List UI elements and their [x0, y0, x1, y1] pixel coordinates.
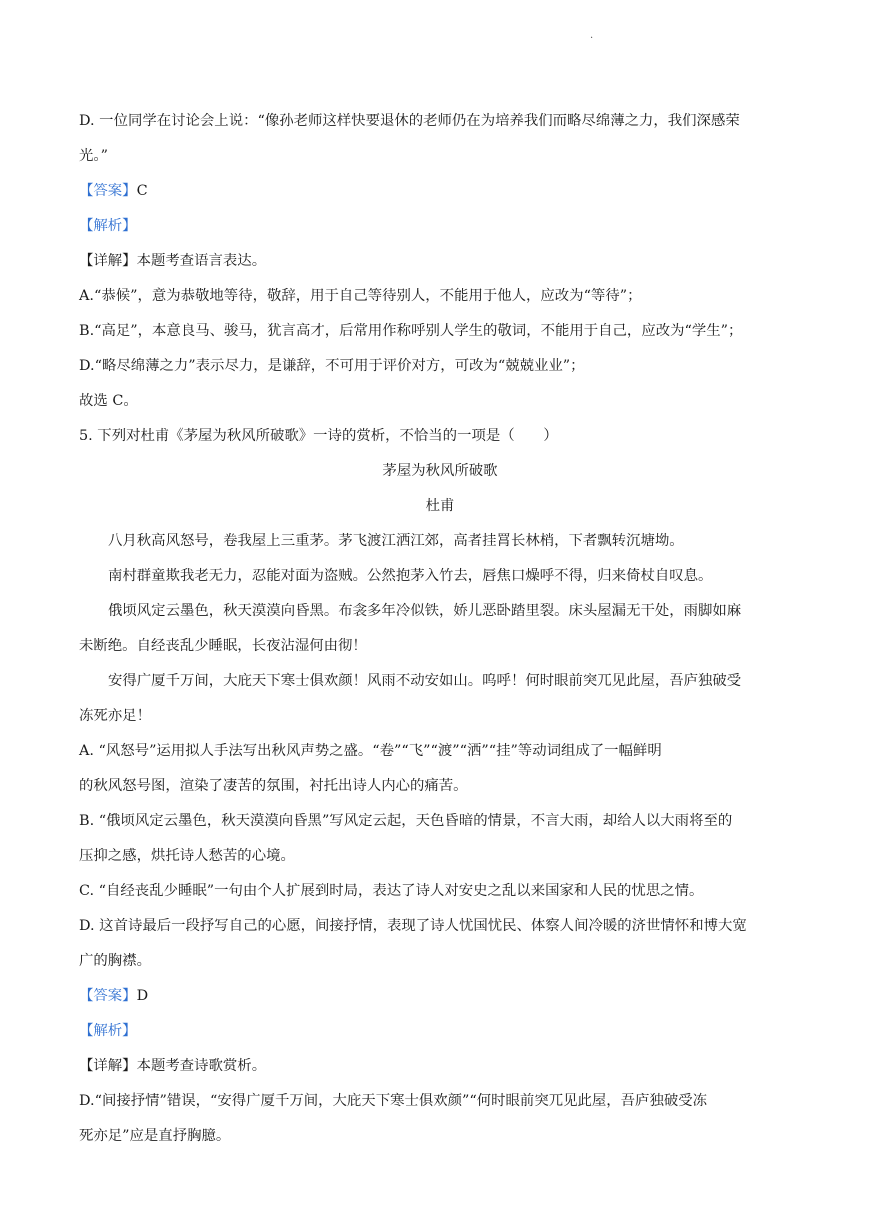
q4-point-d: D.“略尽绵薄之力”表示尽力，是谦辞，不可用于评价对方，可改为“兢兢业业”； [79, 358, 585, 374]
poem-stanza-1: 八月秋高风怒号，卷我屋上三重茅。茅飞渡江洒江郊，高者挂罥长林梢，下者飘转沉塘坳。 [108, 533, 684, 549]
q5-detail: 【详解】本题考查诗歌赏析。 [79, 1058, 267, 1074]
header-dot: . [590, 30, 594, 41]
q4-answer [79, 174, 801, 209]
q5-analysis-label: 【解析】 [79, 1023, 137, 1039]
q5-explain-line2: 死亦足”应是直抒胸臆。 [79, 1128, 231, 1144]
poem-stanza-4-line2: 冻死亦足！ [79, 708, 151, 724]
poem-stanza-2: 南村群童欺我老无力，忍能对面为盗贼。公然抱茅入竹去，唇焦口燥呼不得，归来倚杖自叹息。 [108, 568, 713, 584]
answer-label: 【答案】 [79, 183, 137, 199]
poem-title: 茅屋为秋风所破歌 [382, 463, 498, 479]
poem-stanza-3-line1: 俄顷风定云墨色，秋天漠漠向昏黑。布衾多年冷似铁，娇儿恶卧踏里裂。床头屋漏无干处，雨脚如麻 [108, 603, 742, 619]
q5-option-a-line1: A. “风怒号”运用拟人手法写出秋风声势之盛。“卷”“飞”“渡”“洒”“挂”等动词组成了一幅鲜明 [79, 743, 662, 759]
document-body [79, 104, 801, 1154]
q5-answer [79, 979, 801, 1014]
poem-author: 杜甫 [425, 498, 455, 514]
q5-option-b-line1: B. “俄顷风定云墨色，秋天漠漠向昏黑”写风定云起，天色昏暗的情景，不言大雨，却给人以大雨将至的 [79, 813, 733, 829]
answer-value: D [136, 988, 149, 1004]
q4-point-b: B.“高足”，本意良马、骏马，犹言高才，后常用作称呼别人学生的敬词，不能用于自己，应改为“学生”； [79, 323, 743, 339]
q4-conclusion: 故选 C。 [79, 393, 138, 409]
q4-point-a: A.“恭候”，意为恭敬地等待，敬辞，用于自己等待别人，不能用于他人，应改为“等待”； [79, 288, 642, 304]
q4-option-d-line1: D. 一位同学在讨论会上说：“像孙老师这样快要退休的老师仍在为培养我们而略尽绵薄之力，我们深感荣 [79, 113, 740, 129]
answer-value: C [136, 183, 148, 199]
q5-option-d-line1: D. 这首诗最后一段抒写自己的心愿，间接抒情，表现了诗人忧国忧民、体察人间冷暖的济世情怀和博大宽 [79, 918, 747, 934]
poem-stanza-4-line1: 安得广厦千万间，大庇天下寒士俱欢颜！风雨不动安如山。呜呼！何时眼前突兀见此屋，吾庐独破受 [108, 673, 742, 689]
q4-analysis-label: 【解析】 [79, 218, 137, 234]
q5-question: 5. 下列对杜甫《茅屋为秋风所破歌》一诗的赏析，不恰当的一项是（ ） [79, 428, 558, 444]
poem-stanza-3-line2: 未断绝。自经丧乱少睡眠，长夜沾湿何由彻！ [79, 638, 367, 654]
q5-option-c: C. “自经丧乱少睡眠”一句由个人扩展到时局，表达了诗人对安史之乱以来国家和人民的忧思之情。 [79, 883, 704, 899]
q4-option-d-line2: 光。” [79, 148, 108, 164]
q5-explain-line1: D.“间接抒情”错误，“安得广厦千万间，大庇天下寒士俱欢颜”“何时眼前突兀见此屋，吾庐独破受冻 [79, 1093, 708, 1109]
q5-option-a-line2: 的秋风怒号图，渲染了凄苦的氛围，衬托出诗人内心的痛苦。 [79, 778, 468, 794]
answer-label: 【答案】 [79, 988, 137, 1004]
q5-option-d-line2: 广的胸襟。 [79, 953, 151, 969]
q5-option-b-line2: 压抑之感，烘托诗人愁苦的心境。 [79, 848, 295, 864]
q4-detail: 【详解】本题考查语言表达。 [79, 253, 267, 269]
